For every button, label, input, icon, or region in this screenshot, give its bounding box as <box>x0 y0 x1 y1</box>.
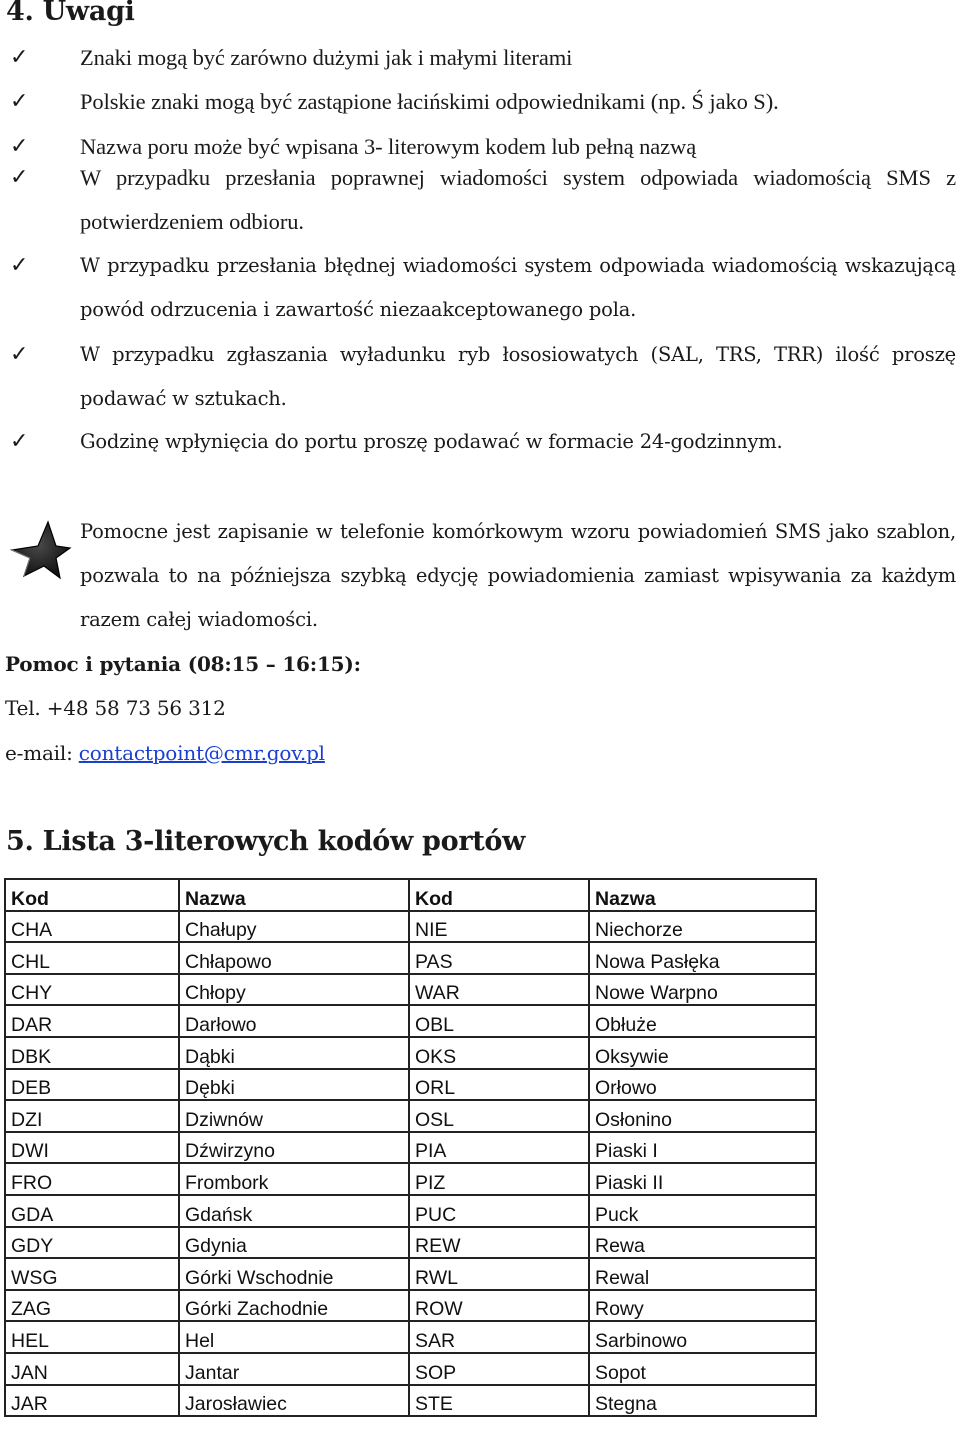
cell-name: Jarosławiec <box>179 1385 409 1417</box>
cell-code: GDY <box>5 1227 179 1259</box>
cell-name: Chłapowo <box>179 942 409 974</box>
cell-code: CHY <box>5 974 179 1006</box>
remark-text: Polskie znaki mogą być zastąpione łacińskimi odpowiednikami (np. Ś jako S). <box>80 89 779 114</box>
cell-name: Górki Zachodnie <box>179 1290 409 1322</box>
checkmark-icon: ✓ <box>10 89 29 114</box>
cell-name: Chałupy <box>179 911 409 943</box>
table-row <box>5 1321 816 1353</box>
cell-code: PIZ <box>409 1163 589 1195</box>
table-row <box>5 1385 816 1417</box>
checkmark-icon: ✓ <box>10 342 29 367</box>
table-header-row <box>5 879 816 911</box>
cell-code: DEB <box>5 1069 179 1101</box>
cell-code: ORL <box>409 1069 589 1101</box>
checkmark-icon: ✓ <box>10 253 29 278</box>
cell-code: ZAG <box>5 1290 179 1322</box>
cell-name: Dąbki <box>179 1037 409 1069</box>
cell-name: Sopot <box>589 1353 816 1385</box>
cell-name: Osłonino <box>589 1100 816 1132</box>
cell-name: Dziwnów <box>179 1100 409 1132</box>
cell-code: RWL <box>409 1258 589 1290</box>
checkmark-icon: ✓ <box>10 429 29 454</box>
cell-code: OSL <box>409 1100 589 1132</box>
cell-code: STE <box>409 1385 589 1417</box>
cell-code: OKS <box>409 1037 589 1069</box>
cell-code: WSG <box>5 1258 179 1290</box>
remark-item <box>10 80 956 124</box>
star-icon <box>8 516 72 580</box>
port-codes-table <box>4 878 817 1417</box>
cell-code: OBL <box>409 1005 589 1037</box>
cell-code: DZI <box>5 1100 179 1132</box>
column-header-name: Nazwa <box>179 879 409 911</box>
table-row <box>5 1290 816 1322</box>
table-body <box>5 911 816 1417</box>
table-row <box>5 911 816 943</box>
cell-name: Dębki <box>179 1069 409 1101</box>
table-row <box>5 1005 816 1037</box>
cell-code: ROW <box>409 1290 589 1322</box>
table-row <box>5 1163 816 1195</box>
column-header-code: Kod <box>5 879 179 911</box>
cell-code: SAR <box>409 1321 589 1353</box>
cell-name: Dźwirzyno <box>179 1132 409 1164</box>
section-5-heading: 5. Lista 3-literowych kodów portów <box>6 826 526 857</box>
cell-name: Sarbinowo <box>589 1321 816 1353</box>
table-row <box>5 1037 816 1069</box>
cell-name: Piaski I <box>589 1132 816 1164</box>
remark-item <box>10 156 956 244</box>
cell-name: Nowe Warpno <box>589 974 816 1006</box>
cell-name: Chłopy <box>179 974 409 1006</box>
cell-code: JAR <box>5 1385 179 1417</box>
table-row <box>5 1069 816 1101</box>
cell-code: PUC <box>409 1195 589 1227</box>
cell-code: GDA <box>5 1195 179 1227</box>
tip-text: Pomocne jest zapisanie w telefonie komórkowym wzoru powiadomień SMS jako szablon, pozwala to na późniejsza szybką edycję powiadomienia zamiast wpisywania za każdym razem całej wiadomości. <box>80 520 956 631</box>
cell-name: Nowa Pasłęka <box>589 942 816 974</box>
cell-name: Hel <box>179 1321 409 1353</box>
table-row <box>5 942 816 974</box>
phone-number: Tel. +48 58 73 56 312 <box>5 696 226 720</box>
cell-code: WAR <box>409 974 589 1006</box>
cell-code: DWI <box>5 1132 179 1164</box>
cell-name: Frombork <box>179 1163 409 1195</box>
remark-text: W przypadku przesłania błędnej wiadomości system odpowiada wiadomością wskazującą powód odrzucenia i zawartość niezaakceptowanego pola. <box>80 254 956 321</box>
remark-text: Godzinę wpłynięcia do portu proszę podawać w formacie 24-godzinnym. <box>80 430 783 453</box>
cell-code: NIE <box>409 911 589 943</box>
cell-name: Orłowo <box>589 1069 816 1101</box>
cell-code: JAN <box>5 1353 179 1385</box>
cell-name: Puck <box>589 1195 816 1227</box>
remark-text: W przypadku przesłania poprawnej wiadomości system odpowiada wiadomością SMS z potwierdzeniem odbioru. <box>80 165 956 234</box>
cell-name: Gdynia <box>179 1227 409 1259</box>
checkmark-icon: ✓ <box>10 165 29 190</box>
table-row <box>5 1258 816 1290</box>
remark-item <box>10 420 956 464</box>
cell-name: Obłuże <box>589 1005 816 1037</box>
cell-code: DAR <box>5 1005 179 1037</box>
remark-text: Nazwa poru może być wpisana 3- literowym kodem lub pełną nazwą <box>80 134 697 159</box>
cell-code: PAS <box>409 942 589 974</box>
email-link[interactable]: contactpoint@cmr.gov.pl <box>78 741 325 765</box>
cell-name: Rowy <box>589 1290 816 1322</box>
cell-name: Górki Wschodnie <box>179 1258 409 1290</box>
cell-name: Rewal <box>589 1258 816 1290</box>
column-header-code: Kod <box>409 879 589 911</box>
cell-code: REW <box>409 1227 589 1259</box>
cell-code: CHA <box>5 911 179 943</box>
cell-code: SOP <box>409 1353 589 1385</box>
cell-code: HEL <box>5 1321 179 1353</box>
cell-name: Stegna <box>589 1385 816 1417</box>
column-header-name: Nazwa <box>589 879 816 911</box>
table-row <box>5 1100 816 1132</box>
remark-text: W przypadku zgłaszania wyładunku ryb łososiowatych (SAL, TRS, TRR) ilość proszę podawać w sztukach. <box>80 343 956 410</box>
remark-item <box>10 36 956 80</box>
cell-code: DBK <box>5 1037 179 1069</box>
cell-name: Rewa <box>589 1227 816 1259</box>
cell-name: Gdańsk <box>179 1195 409 1227</box>
section-4-heading: 4. Uwagi <box>6 0 135 27</box>
cell-name: Jantar <box>179 1353 409 1385</box>
table-row <box>5 1195 816 1227</box>
cell-name: Oksywie <box>589 1037 816 1069</box>
cell-name: Darłowo <box>179 1005 409 1037</box>
table-row <box>5 1132 816 1164</box>
cell-code: CHL <box>5 942 179 974</box>
checkmark-icon: ✓ <box>10 134 29 159</box>
table-row <box>5 1227 816 1259</box>
email-label: e-mail: <box>5 741 79 765</box>
email-line <box>5 731 325 775</box>
cell-name: Niechorze <box>589 911 816 943</box>
table-row <box>5 1353 816 1385</box>
remark-item <box>10 333 956 421</box>
tip-note <box>0 510 956 642</box>
table-row <box>5 974 816 1006</box>
cell-name: Piaski II <box>589 1163 816 1195</box>
checkmark-icon: ✓ <box>10 45 29 70</box>
help-heading: Pomoc i pytania (08:15 – 16:15): <box>5 652 361 676</box>
cell-code: PIA <box>409 1132 589 1164</box>
remark-item <box>10 244 956 332</box>
cell-code: FRO <box>5 1163 179 1195</box>
remark-text: Znaki mogą być zarówno dużymi jak i małymi literami <box>80 45 573 70</box>
